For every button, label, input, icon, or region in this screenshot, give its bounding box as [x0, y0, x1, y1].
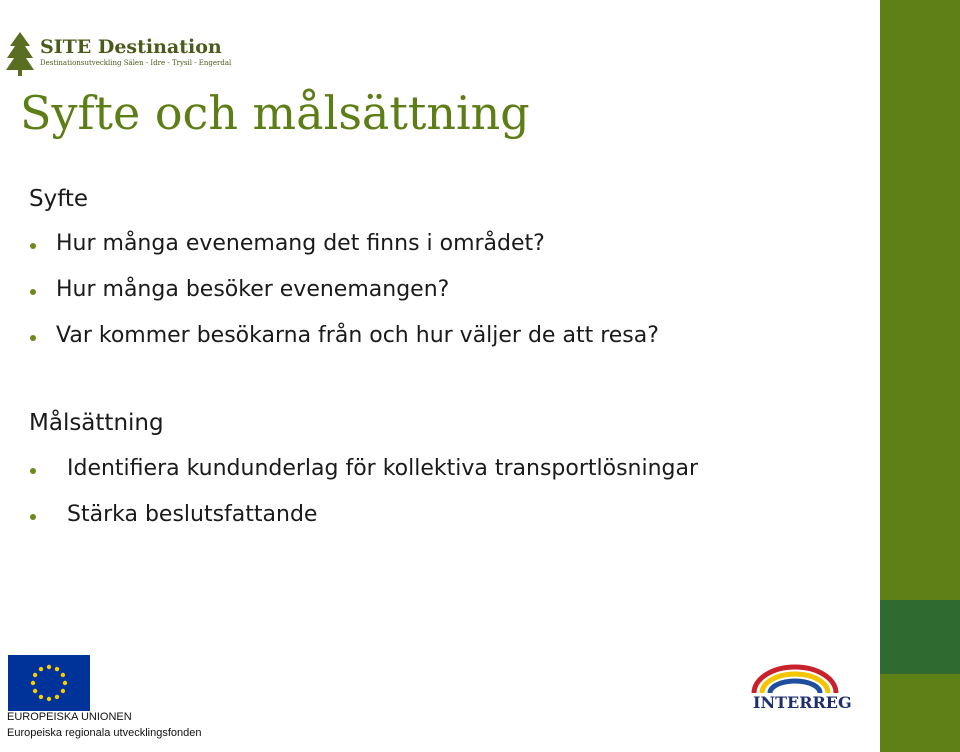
interreg-logo [746, 663, 852, 721]
bullet-list-malsattning [30, 456, 698, 548]
logo-title: SITE Destination [40, 36, 222, 58]
logo-subtitle: Destinationsutveckling Sälen - Idre - Trysil - Engerdal [40, 59, 232, 67]
bullet-icon [30, 335, 36, 341]
list-item: Hur många besöker evenemangen? [30, 277, 659, 323]
bullet-list-syfte [30, 231, 659, 369]
section-heading-syfte: Syfte [29, 186, 89, 212]
list-item: Hur många evenemang det finns i området? [30, 231, 659, 277]
list-item: Stärka beslutsfattande [30, 502, 698, 548]
bullet-icon [30, 514, 36, 520]
eu-label: EUROPEISKA UNIONEN [7, 711, 132, 723]
sidebar-band-middle [880, 600, 960, 674]
interreg-arc-icon [746, 663, 844, 695]
section-heading-malsattning: Målsättning [29, 410, 164, 436]
interreg-label: INTERREG [753, 693, 852, 712]
bullet-icon [30, 243, 36, 249]
bullet-icon [30, 289, 36, 295]
eu-stars [8, 655, 90, 711]
page-title: Syfte och målsättning [20, 86, 530, 140]
sidebar-band-top [880, 0, 960, 600]
list-item: Identifiera kundunderlag för kollektiva transportlösningar [30, 456, 698, 502]
site-destination-logo [4, 28, 232, 78]
eu-flag-icon [8, 655, 90, 711]
bullet-icon [30, 468, 36, 474]
sidebar-band-bottom [880, 674, 960, 752]
list-item: Var kommer besökarna från och hur väljer de att resa? [30, 323, 659, 369]
tree-logo-icon [4, 28, 36, 78]
eu-fund-label: Europeiska regionala utvecklingsfonden [7, 727, 202, 739]
